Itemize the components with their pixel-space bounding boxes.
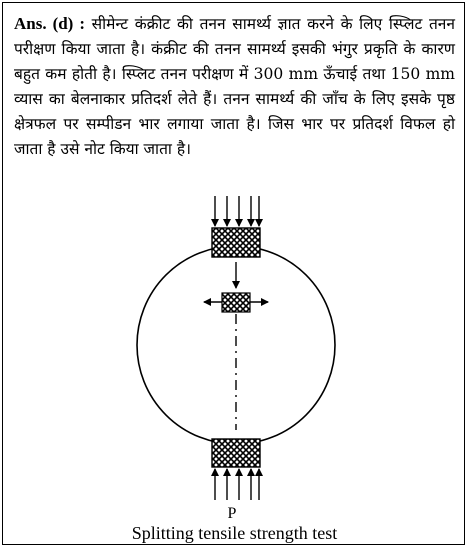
- answer-text: सीमेन्ट कंक्रीट की तनन सामर्थ्य ज्ञात करने के लिए स्प्लिट तनन परीक्षण किया जाता है। कंक्रीट की तनन सामर्थ्य इसकी भंगुर प्रकृति के कारण बहुत कम होती है। स्प्लिट तनन परीक्षण में 300 mm ऊँचाई तथा 150 mm व्यास का बेलनाकार प्रतिदर्श लेते हैं। तनन सामर्थ्य की जाँच के लिए इसके पृष्ठ क्षेत्रफल पर सम्पीडन भार लगाया जाता है। जिस भार पर प्रतिदर्श विफल हो जाता है उसे नोट किया जाता है।: [14, 15, 455, 158]
- answer-label: Ans. (d) :: [14, 14, 85, 33]
- figure-caption: Splitting tensile strength test: [131, 523, 338, 543]
- top-load-arrows: [215, 196, 259, 226]
- stress-element: [222, 293, 250, 312]
- top-bearing-strip: [212, 228, 260, 257]
- bottom-bearing-strip: [212, 439, 260, 467]
- bottom-load-arrows: [215, 469, 259, 500]
- load-label: P: [227, 505, 237, 522]
